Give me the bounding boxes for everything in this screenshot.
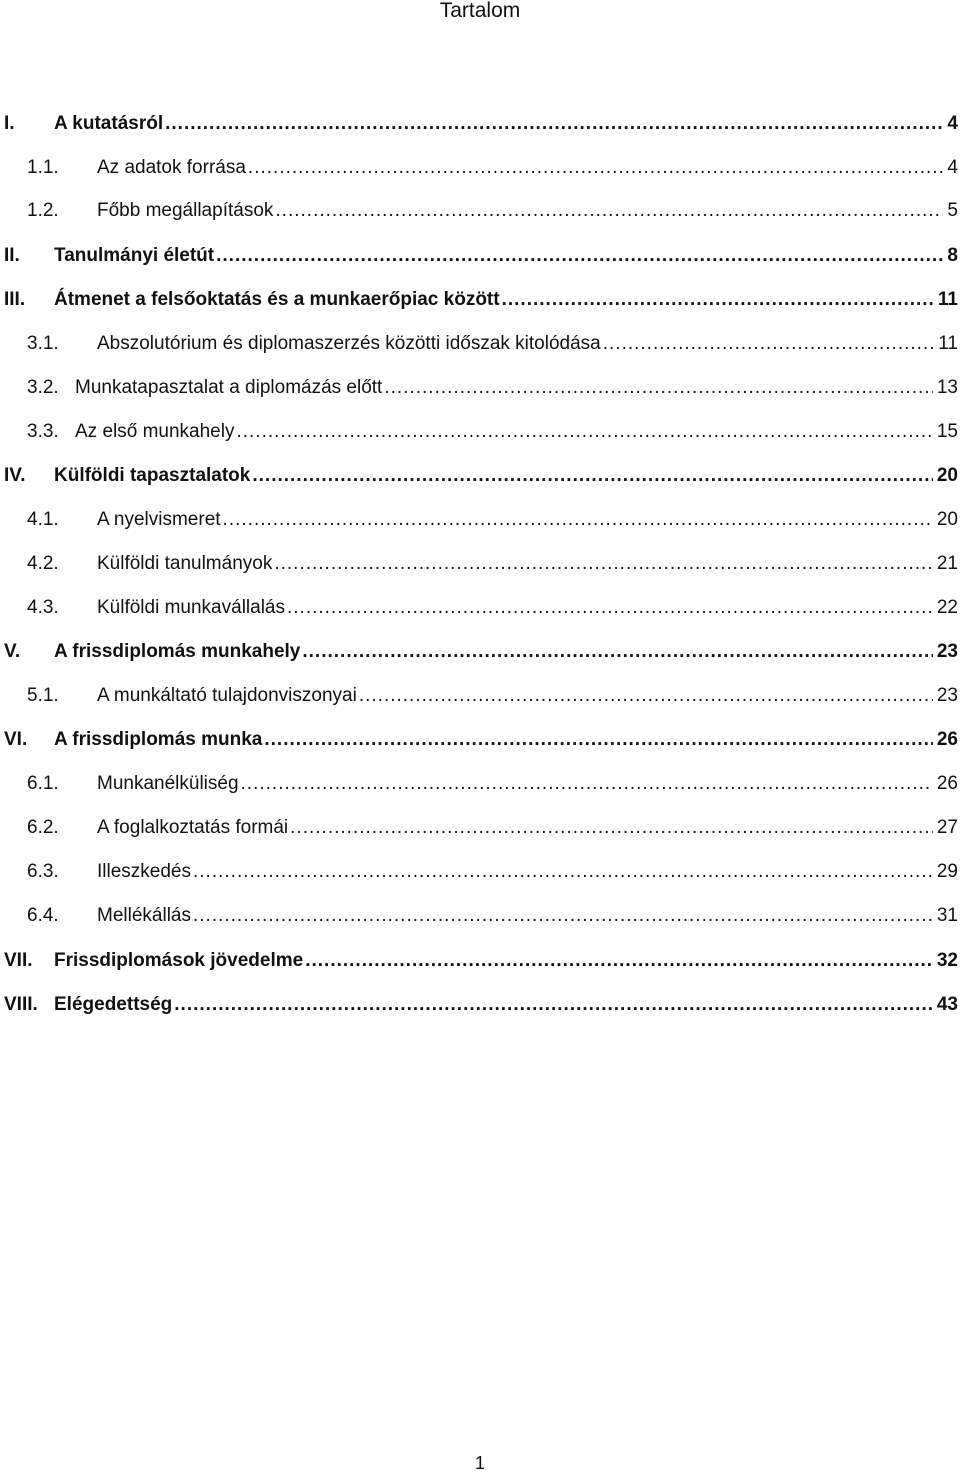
toc-entry-number: 5.1. <box>27 685 59 706</box>
toc-entry[interactable] <box>0 509 960 539</box>
toc-entry-number: 6.1. <box>27 773 59 794</box>
toc-entry-page: 26 <box>936 773 958 794</box>
toc-leader-dots <box>264 729 933 751</box>
toc-entry-title: A frissdiplomás munkahely <box>54 641 301 662</box>
toc-entry-number: 6.4. <box>27 905 59 926</box>
toc-entry-number: 4.1. <box>27 509 59 530</box>
toc-leader-dots <box>174 994 933 1016</box>
toc-leader-dots <box>275 200 943 222</box>
toc-entry[interactable] <box>0 333 960 363</box>
toc-entry-number: 4.2. <box>27 553 59 574</box>
toc-entry-title: Külföldi tapasztalatok <box>54 465 251 486</box>
toc-entry-number: 3.1. <box>27 333 59 354</box>
toc-entry[interactable] <box>0 729 960 759</box>
toc-entry[interactable] <box>0 553 960 583</box>
toc-entry-number: 3.3. <box>27 421 59 442</box>
toc-entry-number: 1.1. <box>27 157 59 178</box>
toc-entry-page: 32 <box>936 950 958 971</box>
toc-leader-dots <box>241 773 933 795</box>
toc-entry[interactable] <box>0 773 960 803</box>
toc-entry-page: 11 <box>938 333 958 354</box>
toc-entry-page: 23 <box>936 641 958 662</box>
toc-entry[interactable] <box>0 817 960 847</box>
toc-entry[interactable] <box>0 289 960 319</box>
toc-entry-page: 31 <box>936 905 958 926</box>
toc-entry-title: Az első munkahely <box>75 421 235 442</box>
toc-leader-dots <box>216 245 943 267</box>
toc-leader-dots <box>359 685 933 707</box>
toc-entry-page: 13 <box>936 377 958 398</box>
toc-entry-page: 21 <box>936 553 958 574</box>
toc-entry-page: 22 <box>936 597 958 618</box>
toc-entry[interactable] <box>0 113 960 143</box>
toc-entry-title: Munkanélküliség <box>97 773 239 794</box>
toc-leader-dots <box>193 861 933 883</box>
toc-entry-title: Az adatok forrása <box>97 157 246 178</box>
toc-entry-number: 1.2. <box>27 200 59 221</box>
toc-leader-dots <box>502 289 934 311</box>
toc-entry-title: Főbb megállapítások <box>97 200 274 221</box>
toc-leader-dots <box>305 950 933 972</box>
toc-entry-title: Abszolutórium és diplomaszerzés közötti időszak kitolódása <box>97 333 601 354</box>
toc-entry[interactable] <box>0 905 960 935</box>
toc-entry-page: 8 <box>947 245 958 266</box>
toc-entry-title: Elégedettség <box>54 994 173 1015</box>
toc-entry-page: 4 <box>947 157 958 178</box>
toc-entry-title: Külföldi munkavállalás <box>97 597 285 618</box>
toc-entry-page: 20 <box>936 509 958 530</box>
toc-entry-title: Tanulmányi életút <box>54 245 215 266</box>
toc-entry[interactable] <box>0 950 960 980</box>
toc-entry-number: 6.3. <box>27 861 59 882</box>
toc-entry-number: I. <box>4 113 15 134</box>
toc-entry[interactable] <box>0 245 960 275</box>
toc-leader-dots <box>193 905 933 927</box>
toc-entry-page: 11 <box>937 289 958 310</box>
toc-leader-dots <box>302 641 932 663</box>
toc-entry-page: 15 <box>936 421 958 442</box>
toc-entry-title: Munkatapasztalat a diplomázás előtt <box>75 377 383 398</box>
toc-entry-title: Átmenet a felsőoktatás és a munkaerőpiac között <box>54 289 500 310</box>
toc-entry-page: 4 <box>947 113 958 134</box>
toc-entry-title: Illeszkedés <box>97 861 191 882</box>
toc-leader-dots <box>384 377 933 399</box>
toc-entry[interactable] <box>0 641 960 671</box>
toc-entry-title: Frissdiplomások jövedelme <box>54 950 304 971</box>
toc-entry-title: A kutatásról <box>54 113 164 134</box>
toc-entry-number: II. <box>4 245 20 266</box>
toc-entry[interactable] <box>0 377 960 407</box>
toc-entry-page: 27 <box>936 817 958 838</box>
toc-entry-title: Mellékállás <box>97 905 191 926</box>
toc-entry-number: 6.2. <box>27 817 59 838</box>
toc-entry-number: V. <box>4 641 21 662</box>
toc-entry[interactable] <box>0 994 960 1024</box>
page-title: Tartalom <box>439 0 521 22</box>
toc-entry-page: 26 <box>936 729 958 750</box>
toc-leader-dots <box>223 509 933 531</box>
toc-entry[interactable] <box>0 861 960 891</box>
toc-leader-dots <box>248 157 944 179</box>
toc-leader-dots <box>236 421 932 443</box>
toc-entry-number: VI. <box>4 729 28 750</box>
toc-entry-page: 5 <box>947 200 958 221</box>
toc-leader-dots <box>603 333 935 355</box>
toc-entry-title: Külföldi tanulmányok <box>97 553 273 574</box>
toc-entry-number: VII. <box>4 950 33 971</box>
toc-entry[interactable] <box>0 685 960 715</box>
toc-leader-dots <box>274 553 933 575</box>
toc-entry-title: A munkáltató tulajdonviszonyai <box>97 685 357 706</box>
toc-entry-number: VIII. <box>4 994 38 1015</box>
page-number: 1 <box>474 1453 485 1473</box>
toc-entry-page: 29 <box>936 861 958 882</box>
toc-entry-page: 20 <box>936 465 958 486</box>
toc-leader-dots <box>165 113 943 135</box>
toc-leader-dots <box>287 597 933 619</box>
toc-entry[interactable] <box>0 200 960 230</box>
toc-entry-title: A nyelvismeret <box>97 509 221 530</box>
toc-entry-title: A frissdiplomás munka <box>54 729 263 750</box>
toc-leader-dots <box>252 465 933 487</box>
toc-entry[interactable] <box>0 465 960 495</box>
toc-entry[interactable] <box>0 421 960 451</box>
toc-entry-number: 4.3. <box>27 597 59 618</box>
toc-entry[interactable] <box>0 597 960 627</box>
toc-leader-dots <box>290 817 933 839</box>
toc-entry-number: IV. <box>4 465 26 486</box>
toc-entry-page: 43 <box>936 994 958 1015</box>
toc-entry-number: 3.2. <box>27 377 59 398</box>
toc-entry-number: III. <box>4 289 26 310</box>
toc-entry[interactable] <box>0 157 960 187</box>
toc-entry-title: A foglalkoztatás formái <box>97 817 289 838</box>
toc-entry-page: 23 <box>936 685 958 706</box>
